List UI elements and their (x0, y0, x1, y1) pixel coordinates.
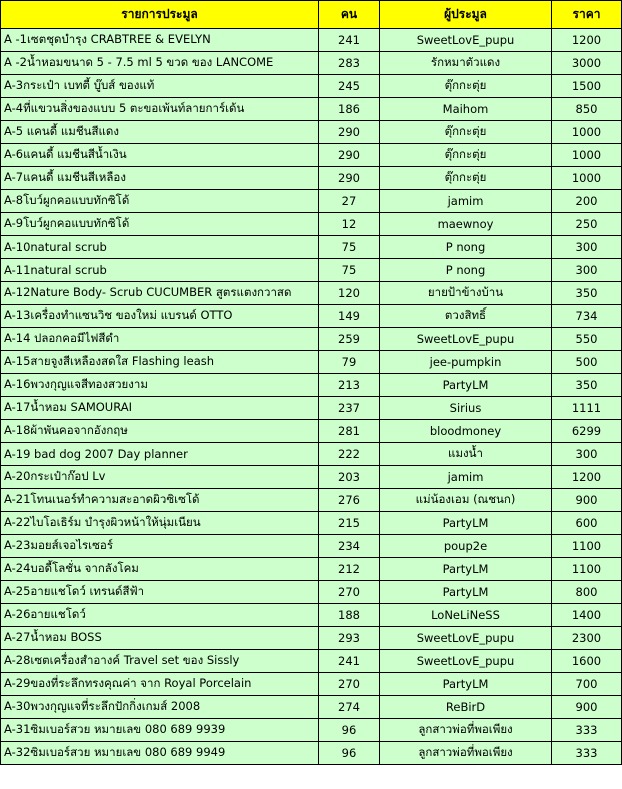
count-cell: 241 (319, 650, 380, 673)
bidder-cell: jee-pumpkin (380, 351, 552, 374)
table-row (1, 52, 622, 75)
price-cell: 250 (552, 213, 622, 236)
bidder-cell: poup2e (380, 535, 552, 558)
item-cell: A-28เซตเครื่องสำอางค์ Travel set ของ Sissly (1, 650, 319, 673)
header-bidder: ผู้ประมูล (380, 1, 552, 29)
item-cell: A-5 แคนดี้ แมชีนสีแดง (1, 121, 319, 144)
bidder-cell: maewnoy (380, 213, 552, 236)
item-cell: A -2น้ำหอมขนาด 5 - 7.5 ml 5 ขวด ของ LANCOME (1, 52, 319, 75)
table-row (1, 213, 622, 236)
bidder-cell: PartyLM (380, 673, 552, 696)
item-cell: A-3กระเป๋า เบทตี้ บู๊บส์ ของแท้ (1, 75, 319, 98)
bidder-cell: รักหมาตัวแดง (380, 52, 552, 75)
table-row (1, 489, 622, 512)
table-row (1, 719, 622, 742)
bidder-cell: bloodmoney (380, 420, 552, 443)
table-row (1, 144, 622, 167)
item-cell: A-26อายแชโดว์ (1, 604, 319, 627)
price-cell: 300 (552, 236, 622, 259)
bidder-cell: แม่น้องเอม (ณชนก) (380, 489, 552, 512)
price-cell: 1400 (552, 604, 622, 627)
price-cell: 900 (552, 489, 622, 512)
count-cell: 75 (319, 259, 380, 282)
table-body (1, 29, 622, 765)
count-cell: 290 (319, 144, 380, 167)
count-cell: 27 (319, 190, 380, 213)
bidder-cell: ตวงสิทธิ์ (380, 305, 552, 328)
item-cell: A-15สายจูงสีเหลืองสดใส Flashing leash (1, 351, 319, 374)
price-cell: 2300 (552, 627, 622, 650)
table-row (1, 535, 622, 558)
item-cell: A-4ที่แขวนสิ่งของแบบ 5 ตะขอเพ้นท์ลายการ์เด้น (1, 98, 319, 121)
header-item: รายการประมูล (1, 1, 319, 29)
bidder-cell: ตุ๊กกะตุ่ย (380, 167, 552, 190)
table-row (1, 305, 622, 328)
price-cell: 734 (552, 305, 622, 328)
bidder-cell: PartyLM (380, 581, 552, 604)
count-cell: 186 (319, 98, 380, 121)
price-cell: 500 (552, 351, 622, 374)
item-cell: A-10natural scrub (1, 236, 319, 259)
count-cell: 274 (319, 696, 380, 719)
bidder-cell: แมงน้ำ (380, 443, 552, 466)
count-cell: 270 (319, 673, 380, 696)
count-cell: 96 (319, 742, 380, 765)
count-cell: 120 (319, 282, 380, 305)
count-cell: 290 (319, 167, 380, 190)
price-cell: 850 (552, 98, 622, 121)
count-cell: 234 (319, 535, 380, 558)
table-header (1, 1, 622, 29)
table-row (1, 742, 622, 765)
price-cell: 1600 (552, 650, 622, 673)
item-cell: A-25อายแชโดว์ เทรนด์สีฟ้า (1, 581, 319, 604)
price-cell: 1200 (552, 29, 622, 52)
item-cell: A-21โทนเนอร์ทำความสะอาดผิวซิเซโด้ (1, 489, 319, 512)
table-row (1, 236, 622, 259)
item-cell: A-14 ปลอกคอมีไฟสีดำ (1, 328, 319, 351)
bidder-cell: jamim (380, 466, 552, 489)
price-cell: 333 (552, 719, 622, 742)
item-cell: A-20กระเป๋าก๊อป Lv (1, 466, 319, 489)
item-cell: A-9โบว์ผูกคอแบบทักซิโด้ (1, 213, 319, 236)
price-cell: 6299 (552, 420, 622, 443)
item-cell: A-13เครื่องทำแซนวิช ของใหม่ แบรนด์ OTTO (1, 305, 319, 328)
table-row (1, 190, 622, 213)
bidder-cell: Maihom (380, 98, 552, 121)
item-cell: A-11natural scrub (1, 259, 319, 282)
price-cell: 1100 (552, 535, 622, 558)
table-row (1, 75, 622, 98)
item-cell: A-7แคนดี้ แมชีนสีเหลือง (1, 167, 319, 190)
bidder-cell: LoNeLiNeSS (380, 604, 552, 627)
bidder-cell: SweetLovE_pupu (380, 650, 552, 673)
price-cell: 800 (552, 581, 622, 604)
count-cell: 222 (319, 443, 380, 466)
count-cell: 283 (319, 52, 380, 75)
bidder-cell: ลูกสาวพ่อที่พอเพียง (380, 719, 552, 742)
table-row (1, 328, 622, 351)
item-cell: A-8โบว์ผูกคอแบบทักซิโด้ (1, 190, 319, 213)
price-cell: 1000 (552, 144, 622, 167)
item-cell: A-18ผ้าพันคอจากอังกฤษ (1, 420, 319, 443)
count-cell: 259 (319, 328, 380, 351)
count-cell: 96 (319, 719, 380, 742)
price-cell: 350 (552, 374, 622, 397)
item-cell: A-19 bad dog 2007 Day planner (1, 443, 319, 466)
bidder-cell: ลูกสาวพ่อที่พอเพียง (380, 742, 552, 765)
table-row (1, 696, 622, 719)
header-count: คน (319, 1, 380, 29)
price-cell: 200 (552, 190, 622, 213)
item-cell: A-32ซิมเบอร์สวย หมายเลข 080 689 9949 (1, 742, 319, 765)
item-cell: A-24บอดี้โลชั่น จากลังโคม (1, 558, 319, 581)
item-cell: A-17น้ำหอม SAMOURAI (1, 397, 319, 420)
item-cell: A-31ซิมเบอร์สวย หมายเลข 080 689 9939 (1, 719, 319, 742)
count-cell: 281 (319, 420, 380, 443)
table-row (1, 650, 622, 673)
table-row (1, 98, 622, 121)
bidder-cell: ยายป้าข้างบ้าน (380, 282, 552, 305)
item-cell: A-12Nature Body- Scrub CUCUMBER สูตรแตงกวาสด (1, 282, 319, 305)
header-row (1, 1, 622, 29)
price-cell: 350 (552, 282, 622, 305)
count-cell: 293 (319, 627, 380, 650)
count-cell: 290 (319, 121, 380, 144)
bidder-cell: ตุ๊กกะตุ่ย (380, 121, 552, 144)
price-cell: 900 (552, 696, 622, 719)
table-row (1, 121, 622, 144)
bidder-cell: PartyLM (380, 512, 552, 535)
table-row (1, 673, 622, 696)
header-price: ราคา (552, 1, 622, 29)
bidder-cell: SweetLovE_pupu (380, 627, 552, 650)
count-cell: 213 (319, 374, 380, 397)
item-cell: A-27น้ำหอม BOSS (1, 627, 319, 650)
bidder-cell: P nong (380, 259, 552, 282)
price-cell: 1000 (552, 121, 622, 144)
count-cell: 212 (319, 558, 380, 581)
bidder-cell: PartyLM (380, 558, 552, 581)
bidder-cell: P nong (380, 236, 552, 259)
count-cell: 270 (319, 581, 380, 604)
table-row (1, 466, 622, 489)
bidder-cell: ตุ๊กกะตุ่ย (380, 75, 552, 98)
price-cell: 1000 (552, 167, 622, 190)
price-cell: 300 (552, 443, 622, 466)
count-cell: 215 (319, 512, 380, 535)
table-row (1, 29, 622, 52)
table-row (1, 167, 622, 190)
table-row (1, 259, 622, 282)
table-row (1, 282, 622, 305)
count-cell: 75 (319, 236, 380, 259)
item-cell: A-23มอยส์เจอไรเซอร์ (1, 535, 319, 558)
count-cell: 237 (319, 397, 380, 420)
table-row (1, 443, 622, 466)
price-cell: 1100 (552, 558, 622, 581)
item-cell: A-29ของที่ระลึกทรงคุณค่า จาก Royal Porcelain (1, 673, 319, 696)
price-cell: 1200 (552, 466, 622, 489)
price-cell: 3000 (552, 52, 622, 75)
table-row (1, 627, 622, 650)
count-cell: 245 (319, 75, 380, 98)
count-cell: 79 (319, 351, 380, 374)
count-cell: 188 (319, 604, 380, 627)
bidder-cell: jamim (380, 190, 552, 213)
bidder-cell: PartyLM (380, 374, 552, 397)
table-row (1, 581, 622, 604)
count-cell: 203 (319, 466, 380, 489)
count-cell: 12 (319, 213, 380, 236)
table-row (1, 604, 622, 627)
price-cell: 550 (552, 328, 622, 351)
item-cell: A-30พวงกุญแจที่ระลึกปักกิ่งเกมส์ 2008 (1, 696, 319, 719)
table-row (1, 512, 622, 535)
table-row (1, 420, 622, 443)
count-cell: 241 (319, 29, 380, 52)
item-cell: A-6แคนดี้ แมชีนสีน้ำเงิน (1, 144, 319, 167)
item-cell: A -1เซตชุดบำรุง CRABTREE & EVELYN (1, 29, 319, 52)
price-cell: 1111 (552, 397, 622, 420)
price-cell: 333 (552, 742, 622, 765)
item-cell: A-22ไบโอเธิร์ม บำรุงผิวหน้าให้นุ่มเนียน (1, 512, 319, 535)
table-row (1, 351, 622, 374)
table-row (1, 397, 622, 420)
count-cell: 149 (319, 305, 380, 328)
bidder-cell: ตุ๊กกะตุ่ย (380, 144, 552, 167)
price-cell: 700 (552, 673, 622, 696)
count-cell: 276 (319, 489, 380, 512)
price-cell: 300 (552, 259, 622, 282)
table-row (1, 558, 622, 581)
price-cell: 600 (552, 512, 622, 535)
bidder-cell: Sirius (380, 397, 552, 420)
bidder-cell: ReBirD (380, 696, 552, 719)
price-cell: 1500 (552, 75, 622, 98)
table-row (1, 374, 622, 397)
bidder-cell: SweetLovE_pupu (380, 29, 552, 52)
item-cell: A-16พวงกุญแจสีทองสวยงาม (1, 374, 319, 397)
bidder-cell: SweetLovE_pupu (380, 328, 552, 351)
